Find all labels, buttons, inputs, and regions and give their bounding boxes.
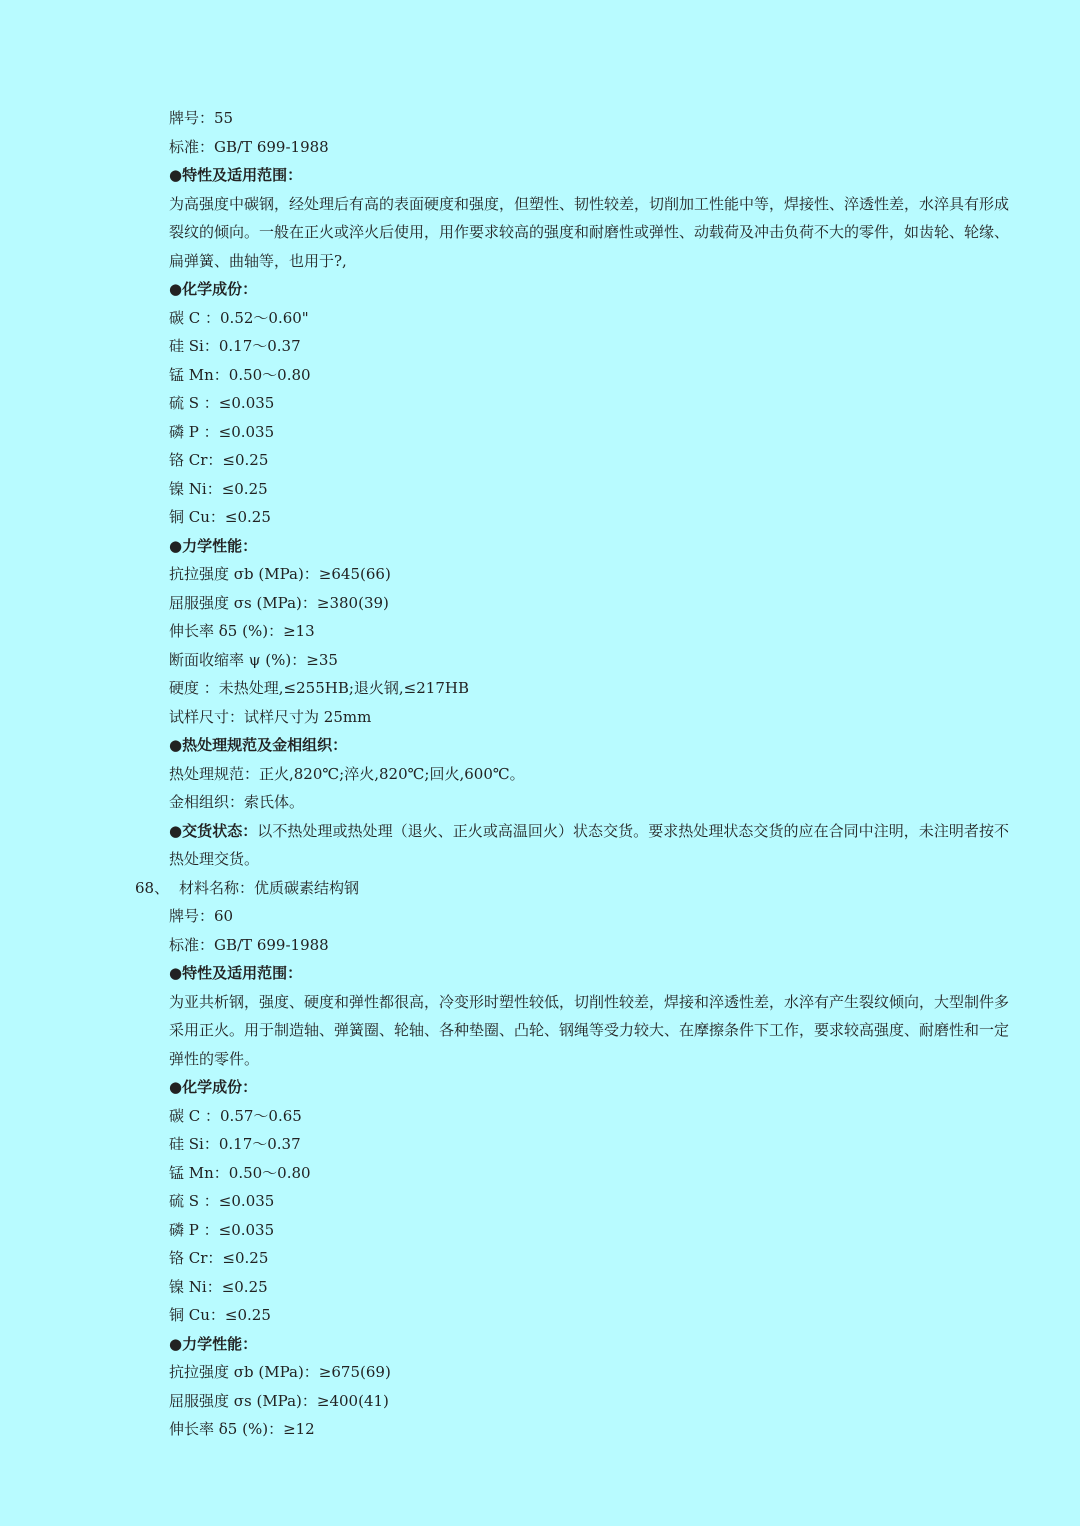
chem-row: 磷 P ：≤0.035 xyxy=(169,422,275,441)
chem-row: 碳 C ：0.52～0.60" xyxy=(169,308,309,327)
grade-55: 牌号：55 xyxy=(169,109,234,127)
mech-heading-55: ●力学性能： xyxy=(169,536,258,555)
material-row-68 xyxy=(135,874,1009,903)
delivery-text-55: 以不热处理或热处理（退火、正火或高温回火）状态交货。要求热处理状态交货的应在合同中注明，未注明者按不热处理交货。 xyxy=(169,821,1009,868)
mech-row: 屈服强度 σs (MPa)：≥380(39) xyxy=(169,593,389,612)
mech-row: 抗拉强度 σb (MPa)：≥675(69) xyxy=(169,1363,391,1381)
mech-row: 断面收缩率 ψ (%)：≥35 xyxy=(169,650,338,669)
chem-row: 铬 Cr：≤0.25 xyxy=(169,451,269,469)
standard-55: 标准：GB/T 699-1988 xyxy=(169,137,329,156)
chem-row: 镍 Ni：≤0.25 xyxy=(169,479,268,498)
chem-heading-55: ●化学成份： xyxy=(169,280,258,298)
chem-heading-60: ●化学成份： xyxy=(169,1078,258,1096)
mech-heading-60: ●力学性能： xyxy=(169,1334,258,1353)
chem-row: 镍 Ni：≤0.25 xyxy=(169,1277,268,1296)
delivery-55 xyxy=(169,817,1009,874)
chem-row: 铜 Cu：≤0.25 xyxy=(169,1306,271,1324)
chem-row: 碳 C ：0.57～0.65 xyxy=(169,1106,302,1125)
chem-row: 铬 Cr：≤0.25 xyxy=(169,1249,269,1267)
chem-row: 锰 Mn：0.50～0.80 xyxy=(169,1163,311,1182)
document-page xyxy=(0,104,1080,1444)
mech-row: 硬度 ：未热处理,≤255HB;退火钢,≤217HB xyxy=(169,679,469,697)
delivery-heading-55: ●交货状态： xyxy=(169,821,258,840)
chem-row: 磷 P ：≤0.035 xyxy=(169,1220,275,1239)
mech-row: 屈服强度 σs (MPa)：≥400(41) xyxy=(169,1391,389,1410)
chem-row: 硅 Si：0.17～0.37 xyxy=(169,337,301,355)
heat-row: 金相组织：索氏体。 xyxy=(169,793,305,811)
delivery-55-content xyxy=(169,817,1009,874)
heat-heading-55: ●热处理规范及金相组织： xyxy=(169,736,348,754)
chem-row: 锰 Mn：0.50～0.80 xyxy=(169,365,311,384)
material-name: 材料名称：优质碳素结构钢 xyxy=(179,878,360,897)
props-text-55-content: 为高强度中碳钢，经处理后有高的表面硬度和强度，但塑性、韧性较差，切削加工性能中等，焊接性、淬透性差，水淬具有形成裂纹的倾向。一般在正火或淬火后使用，用作要求较高的强度和耐磨性或弹性、动载荷及冲击负荷不大的零件，如齿轮、轮缘、扁弹簧、曲轴等，也用于?, xyxy=(169,194,1010,270)
props-text-60 xyxy=(169,988,1009,1074)
chem-row: 硫 S ：≤0.035 xyxy=(169,394,275,412)
standard-60: 标准：GB/T 699-1988 xyxy=(169,935,329,954)
mech-row: 抗拉强度 σb (MPa)：≥645(66) xyxy=(169,565,391,583)
props-heading-60: ●特性及适用范围： xyxy=(169,964,303,982)
props-text-55 xyxy=(169,190,1009,276)
chem-row: 铜 Cu：≤0.25 xyxy=(169,508,271,526)
heat-row: 热处理规范：正火,820℃;淬火,820℃;回火,600℃。 xyxy=(169,764,525,783)
mech-row: 伸长率 δ5 (%)：≥12 xyxy=(169,1420,315,1438)
chem-row: 硅 Si：0.17～0.37 xyxy=(169,1135,301,1153)
item-number: 68、 xyxy=(135,878,170,897)
grade-60: 牌号：60 xyxy=(169,907,234,925)
props-heading-55: ●特性及适用范围： xyxy=(169,166,303,184)
chem-row: 硫 S ：≤0.035 xyxy=(169,1192,275,1210)
props-text-60-content: 为亚共析钢，强度、硬度和弹性都很高，冷变形时塑性较低，切削性较差，焊接和淬透性差，水淬有产生裂纹倾向，大型制件多采用正火。用于制造轴、弹簧圈、轮轴、各种垫圈、凸轮、钢绳等受力较大、在摩擦条件下工作，要求较高强度、耐磨性和一定弹性的零件。 xyxy=(169,992,1010,1068)
mech-row: 试样尺寸：试样尺寸为 25mm xyxy=(169,707,372,726)
mech-row: 伸长率 δ5 (%)：≥13 xyxy=(169,622,315,640)
